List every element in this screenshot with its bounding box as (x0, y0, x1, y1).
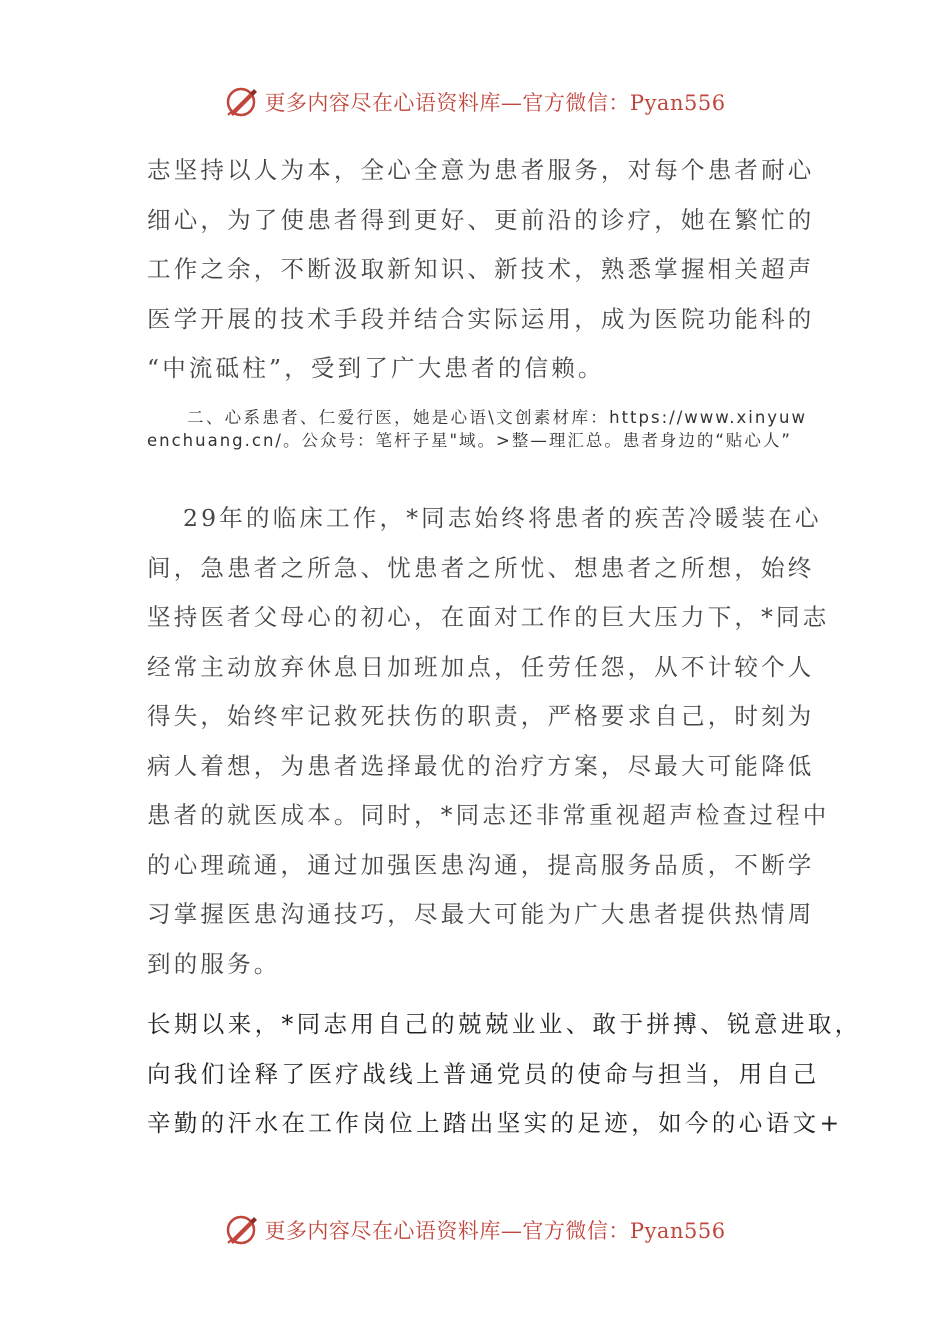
text-line: 经常主动放弃休息日加班加点，任劳任怨，从不计较个人 (147, 652, 815, 681)
text-line: 医学开展的技术手段并结合实际运用，成为医院功能科的 (147, 304, 815, 333)
text-line: 工作之余，不断汲取新知识、新技术，熟悉掌握相关超声 (147, 255, 815, 283)
text-line: 病人着想，为患者选择最优的治疗方案，尽最大可能降低 (147, 751, 815, 780)
paragraph-2 (147, 494, 830, 989)
text-line: 向我们诠释了医疗战线上普通党员的使命与担当，用自己 (147, 1059, 820, 1088)
text-line: 到的服务。 (147, 949, 281, 978)
paragraph-3 (147, 1000, 862, 1149)
pen-logo-icon (224, 85, 258, 119)
text-line: 坚持医者父母心的初心，在面对工作的巨大压力下，*同志 (147, 603, 830, 631)
text-line: “中流砥柱”，受到了广大患者的信赖。 (147, 354, 605, 382)
text-line: 患者的就医成本。同时，*同志还非常重视超声检查过程中 (147, 801, 830, 829)
text-line: 志坚持以人为本，全心全意为患者服务，对每个患者耐心 (147, 156, 815, 184)
footer-banner (0, 1210, 950, 1250)
text-line: 习掌握医患沟通技巧，尽最大可能为广大患者提供热情周 (147, 900, 815, 928)
header-banner (0, 82, 950, 122)
text-line: 细心，为了使患者得到更好、更前沿的诊疗，她在繁忙的 (147, 205, 815, 234)
banner-text: 更多内容尽在心语资料库—官方微信：Pyan556 (264, 1219, 726, 1243)
paragraph-1 (147, 146, 815, 394)
text-line: 的心理疏通，通过加强医患沟通，提高服务品质，不断学 (147, 850, 815, 879)
banner-text: 更多内容尽在心语资料库—官方微信：Pyan556 (264, 91, 726, 115)
text-line: 得失，始终牢记救死扶伤的职责，严格要求自己，时刻为 (147, 702, 815, 730)
text-line: 29年的临床工作，*同志始终将患者的疾苦冷暖装在心 (183, 504, 822, 532)
text-line: 间，急患者之所急、忧患者之所忧、想患者之所想，始终 (147, 553, 815, 582)
text-line: 辛勤的汗水在工作岗位上踏出坚实的足迹，如今的心语文+ (147, 1109, 843, 1137)
text-line: 长期以来，*同志用自己的兢兢业业、敢于拼搏、锐意进取， (147, 1010, 862, 1038)
pen-logo-icon (224, 1213, 258, 1247)
section-heading: 二、心系患者、仁爱行医，她是心语\文创素材库：https://www.xinyuwenchuang.cn/。公众号：笔杆子星"域。>整—理汇总。患者身边的“贴心人” (147, 408, 807, 450)
